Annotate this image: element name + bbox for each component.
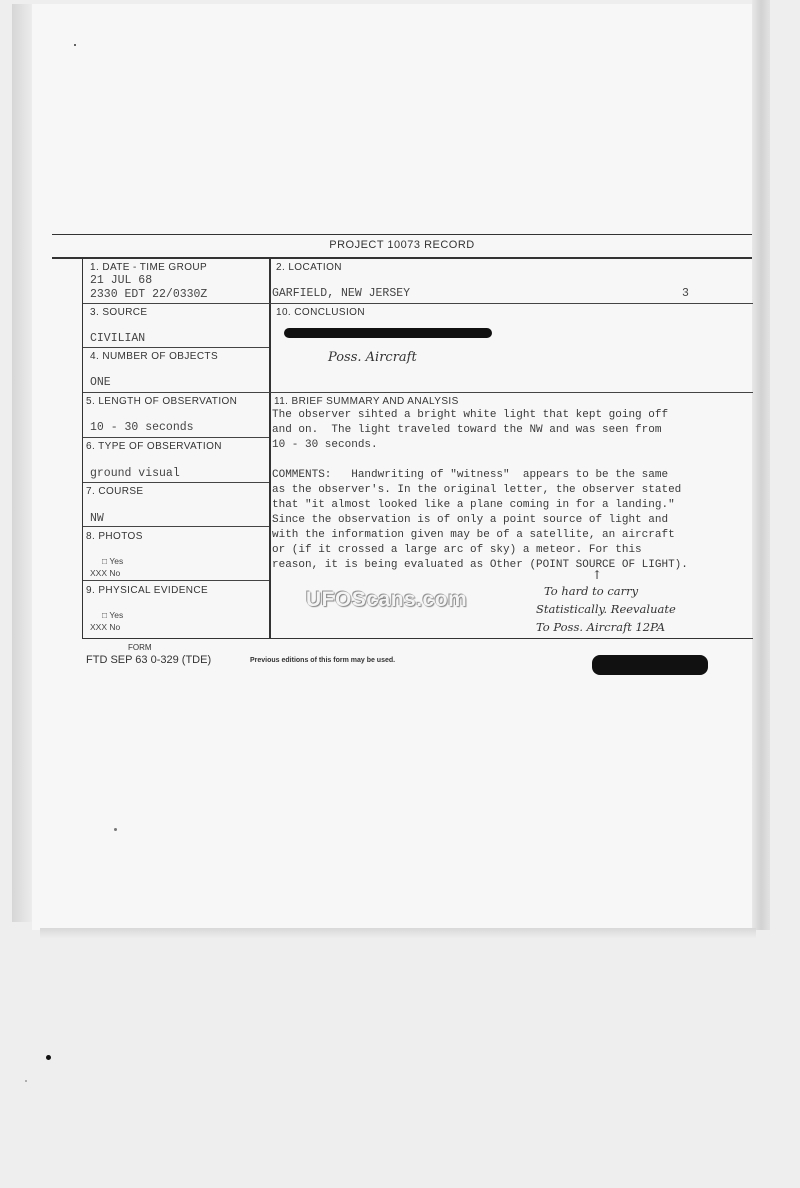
column-divider bbox=[269, 258, 271, 638]
row-divider bbox=[83, 347, 269, 348]
row-divider bbox=[83, 303, 269, 304]
type-of-observation-label: 6. TYPE OF OBSERVATION bbox=[86, 441, 222, 452]
comments-text bbox=[272, 468, 688, 573]
scan-left-shadow bbox=[12, 4, 32, 922]
row-divider bbox=[83, 392, 753, 393]
handwritten-arrow: ↑ bbox=[592, 568, 603, 582]
project-record-form bbox=[52, 234, 752, 640]
watermark: UFOScans.com bbox=[306, 588, 468, 611]
scan-right-shadow bbox=[752, 0, 770, 930]
photos-label: 8. PHOTOS bbox=[86, 531, 143, 542]
location-label: 2. LOCATION bbox=[276, 262, 342, 273]
dust-speck bbox=[114, 828, 117, 831]
summary-line: The observer sihted a bright white light that kept going off bbox=[272, 409, 669, 421]
number-of-objects-label: 4. NUMBER OF OBJECTS bbox=[90, 351, 219, 362]
length-of-observation-label: 5. LENGTH OF OBSERVATION bbox=[86, 396, 238, 407]
physical-evidence-yes-option: □ Yes bbox=[102, 610, 124, 620]
date-time-label: 1. DATE - TIME GROUP bbox=[90, 262, 208, 273]
redaction-bar bbox=[284, 328, 492, 338]
form-code: FTD SEP 63 0-329 (TDE) bbox=[86, 654, 212, 666]
form-title: PROJECT 10073 RECORD bbox=[329, 239, 475, 251]
source-label: 3. SOURCE bbox=[90, 307, 148, 318]
row-divider bbox=[83, 526, 269, 527]
row-divider bbox=[269, 303, 753, 304]
handwritten-note-line: To Poss. Aircraft 12PA bbox=[536, 620, 666, 634]
conclusion-label: 10. CONCLUSION bbox=[276, 307, 365, 318]
course-label: 7. COURSE bbox=[86, 486, 144, 497]
dust-speck bbox=[25, 1080, 27, 1082]
course-value: NW bbox=[90, 512, 104, 525]
location-value: GARFIELD, NEW JERSEY bbox=[272, 287, 411, 300]
conclusion-handwritten: Poss. Aircraft bbox=[328, 350, 417, 365]
physical-evidence-no-option: XXX No bbox=[90, 622, 121, 632]
summary-line: and on. The light traveled toward the NW and was seen from bbox=[272, 424, 662, 436]
scan-bottom-shadow bbox=[40, 928, 756, 938]
comment-line: Since the observation is of only a point source of light and bbox=[272, 514, 669, 526]
form-edition-note: Previous editions of this form may be used. bbox=[250, 657, 396, 664]
handwritten-note-line: To hard to carry bbox=[544, 584, 639, 598]
row-divider bbox=[83, 437, 269, 438]
summary-text bbox=[272, 408, 668, 453]
source-value: CIVILIAN bbox=[90, 332, 146, 345]
summary-line: 10 - 30 seconds. bbox=[272, 439, 378, 451]
time-value: 2330 EDT 22/0330Z bbox=[90, 288, 208, 301]
physical-evidence-label: 9. PHYSICAL EVIDENCE bbox=[86, 585, 209, 596]
row-divider bbox=[83, 482, 269, 483]
row-divider bbox=[83, 580, 269, 581]
comment-line: COMMENTS: Handwriting of "witness" appears to be the same bbox=[272, 469, 669, 481]
number-of-objects-value: ONE bbox=[90, 376, 111, 389]
dust-speck bbox=[74, 44, 76, 46]
form-word: FORM bbox=[128, 643, 152, 652]
summary-label: 11. BRIEF SUMMARY AND ANALYSIS bbox=[274, 396, 459, 407]
handwritten-note-line: Statistically. Reevaluate bbox=[536, 602, 676, 616]
photos-yes-option: □ Yes bbox=[102, 556, 124, 566]
dust-speck bbox=[46, 1055, 51, 1060]
type-of-observation-value: ground visual bbox=[90, 467, 180, 480]
comment-line: reason, it is being evaluated as Other (POINT SOURCE OF LIGHT). bbox=[272, 559, 688, 571]
photos-no-option: XXX No bbox=[90, 568, 121, 578]
comment-line: or (if it crossed a large arc of sky) a meteor. For this bbox=[272, 544, 642, 556]
location-margin-number: 3 bbox=[682, 287, 689, 300]
comment-line: as the observer's. In the original letter, the observer stated bbox=[272, 484, 682, 496]
comment-line: with the information given may be of a satellite, an aircraft bbox=[272, 529, 675, 541]
form-title-bar bbox=[52, 234, 752, 259]
comment-line: that "it almost looked like a plane coming in for a landing." bbox=[272, 499, 675, 511]
length-of-observation-value: 10 - 30 seconds bbox=[90, 421, 194, 434]
redaction-bar bbox=[592, 655, 708, 675]
date-value: 21 JUL 68 bbox=[90, 274, 153, 287]
